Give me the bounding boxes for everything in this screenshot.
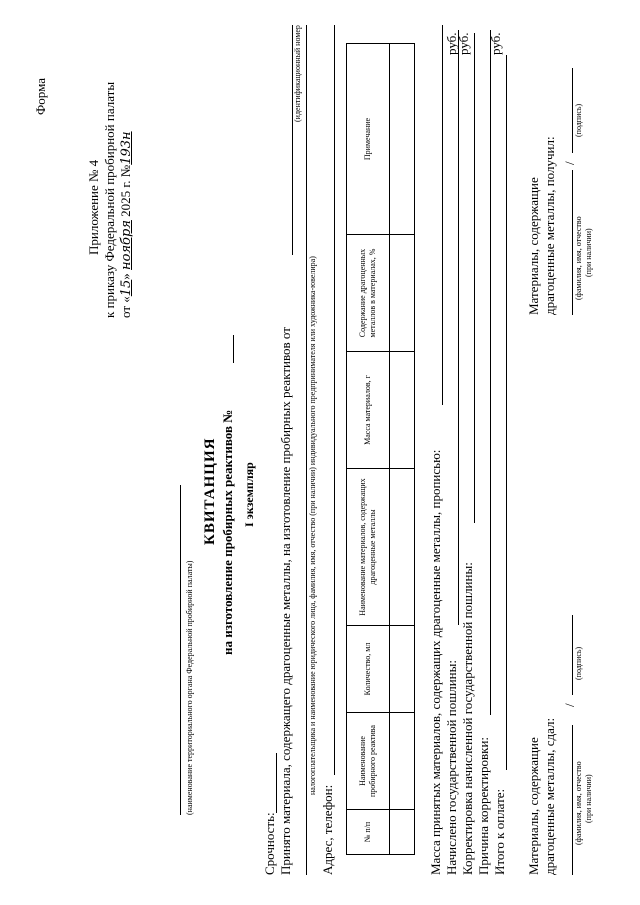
duty-correction-currency: руб. xyxy=(456,32,471,55)
taxpayer-line[interactable] xyxy=(306,25,307,875)
urgency-label: Срочность: xyxy=(262,812,277,875)
receipt-number-line xyxy=(233,335,234,363)
authority-caption: (наименование территориального органа Федеральной пробирной палаты) xyxy=(185,560,194,815)
items-table xyxy=(346,43,415,855)
address-line[interactable] xyxy=(334,25,335,775)
table-cell[interactable] xyxy=(390,469,415,626)
doc-subtitle: на изготовление пробирных реактивов № xyxy=(220,409,235,655)
duty-charged-label: Начислено государственной пошлины: xyxy=(444,660,459,875)
duty-charged-currency: руб. xyxy=(444,32,459,55)
table-cell[interactable] xyxy=(390,810,415,855)
date-year: 2025 г. № xyxy=(118,164,133,217)
form-label: Форма xyxy=(33,78,48,115)
total-due-currency: руб. xyxy=(488,32,503,55)
order-number: 193н xyxy=(119,131,134,165)
correction-reason-line[interactable] xyxy=(490,30,491,715)
date-day: 15 xyxy=(119,279,134,297)
col-reagent-name: Наименование пробирного реактива xyxy=(347,713,390,810)
annex-title: Приложение № 4 xyxy=(86,159,101,255)
received-fio-caption-2: (при наличии) xyxy=(584,228,593,277)
received-label-2: драгоценные металлы, получил: xyxy=(542,136,557,315)
rotated-form xyxy=(30,25,610,875)
id-caption: (идентификационный номер xyxy=(293,25,302,122)
table-cell[interactable] xyxy=(390,235,415,352)
table-cell[interactable] xyxy=(390,44,415,235)
duty-charged-line[interactable] xyxy=(458,30,459,625)
table-row xyxy=(390,44,415,855)
col-notes: Примечание xyxy=(347,44,390,235)
table-header-row xyxy=(347,44,390,855)
handed-fio-caption-2: (при наличии) xyxy=(584,774,593,823)
received-fio-line[interactable] xyxy=(572,170,573,315)
received-fio-caption-1: (фамилия, имя, отчество xyxy=(574,216,583,300)
total-due-label: Итого к оплате: xyxy=(492,788,507,875)
received-signature-caption: (подпись) xyxy=(574,103,583,137)
order-date-line xyxy=(118,131,134,318)
address-label: Адрес, телефон: xyxy=(320,784,335,875)
authority-line xyxy=(180,485,181,815)
col-metal-content: Содержание драгоценных металлов в материалах, % xyxy=(347,235,390,352)
date-prefix: от « xyxy=(118,296,133,318)
col-material-name: Наименование материалов, содержащих драгоценные металлы xyxy=(347,469,390,626)
doc-title: КВИТАНЦИЯ xyxy=(202,437,218,545)
duty-correction-label: Корректировка начисленной государственной пошлины: xyxy=(460,562,475,875)
total-due-line[interactable] xyxy=(506,55,507,770)
received-slash: / xyxy=(562,161,577,165)
correction-reason-label: Причина корректировки: xyxy=(476,736,491,875)
date-sep: » xyxy=(118,273,133,280)
table-cell[interactable] xyxy=(390,626,415,713)
table-cell[interactable] xyxy=(390,352,415,469)
handed-fio-line[interactable] xyxy=(572,725,573,875)
handed-label-2: драгоценные металлы, сдал: xyxy=(542,717,557,875)
col-material-mass: Масса материалов, г xyxy=(347,352,390,469)
duty-correction-line[interactable] xyxy=(474,33,475,523)
handed-fio-caption-1: (фамилия, имя, отчество xyxy=(574,761,583,845)
urgency-line[interactable] xyxy=(276,753,277,813)
received-signature-line[interactable] xyxy=(572,68,573,153)
col-volume: Количество, мл xyxy=(347,626,390,713)
mass-words-line[interactable] xyxy=(442,25,443,405)
mass-words-label: Масса принятых материалов, содержащих драгоценные металлы, прописью: xyxy=(428,449,443,875)
table-cell[interactable] xyxy=(390,713,415,810)
handed-signature-line[interactable] xyxy=(572,615,573,695)
handed-label-1: Материалы, содержащие xyxy=(526,737,541,875)
order-line: к приказу Федеральной пробирной палаты xyxy=(102,81,117,318)
handed-signature-caption: (подпись) xyxy=(574,646,583,680)
handed-slash: / xyxy=(562,703,577,707)
taxpayer-caption: налогоплательщика и наименование юридического лица, фамилия, имя, отчество (при наличии) индивидуального предпринимателя или художника-ювелира) xyxy=(308,256,317,795)
copy-label: I экземпляр xyxy=(242,462,256,527)
accepted-label: Принято материала, содержащего драгоценные металлы, на изготовление пробирных реактивов от xyxy=(278,327,293,875)
date-month: ноября xyxy=(119,220,134,270)
col-number: № п/п xyxy=(347,810,390,855)
received-label-1: Материалы, содержащие xyxy=(526,177,541,315)
